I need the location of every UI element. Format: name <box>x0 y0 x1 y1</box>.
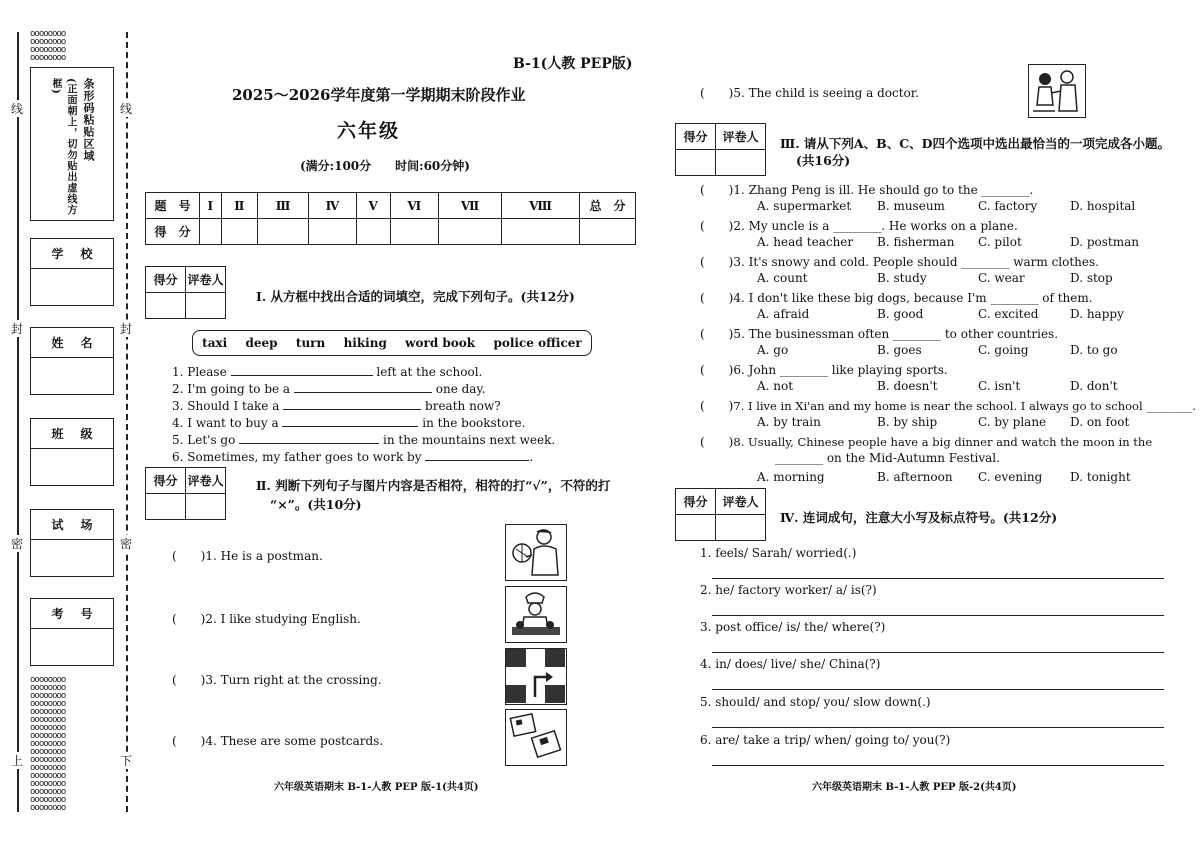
score-cell[interactable] <box>356 219 390 245</box>
answer-paren[interactable]: ( ) <box>172 549 206 563</box>
grader-reviewer-label: 评卷人 <box>186 267 226 293</box>
grader-cell[interactable] <box>716 150 766 176</box>
field-label-char: 班 <box>51 427 64 441</box>
fill-item <box>172 382 485 396</box>
mc-stem: 1. Zhang Peng is ill. He should go to the ________. <box>733 183 1034 197</box>
dot-pattern-bottom: oooooooo oooooooo oooooooo oooooooo oooooooo oooooooo oooooooo oooooooo oooooooo oooooooo oooooooo oooooooo oooooooo oooooooo oooooooo oooooooo oooooooo <box>30 676 66 813</box>
fill-item <box>172 399 501 413</box>
grader-box-4 <box>675 488 766 541</box>
left-mark-line: 线 <box>11 102 24 116</box>
section1-title: Ⅰ. 从方框中找出合适的词填空，完成下列句子。(共12分) <box>256 289 575 304</box>
section4-title: Ⅳ. 连词成句，注意大小写及标点符号。(共12分) <box>780 510 1058 525</box>
grader-cell[interactable] <box>146 293 186 319</box>
judge-item <box>172 547 323 564</box>
answer-blank[interactable] <box>294 382 432 393</box>
crossing-turn-right-icon <box>505 648 567 705</box>
score-cell[interactable] <box>390 219 438 245</box>
judge-item-text: 1. He is a postman. <box>205 549 323 563</box>
cook-in-kitchen-icon <box>505 586 567 643</box>
mc-stem: 8. Usually, Chinese people have a big dinner and watch the moon in the <box>733 435 1153 449</box>
answer-paren[interactable]: ( ) <box>700 86 734 100</box>
field-label-char: 名 <box>80 336 93 350</box>
answer-blank[interactable] <box>283 399 421 410</box>
fill-item <box>172 433 555 447</box>
score-cell[interactable] <box>200 219 222 245</box>
word-bank <box>192 330 592 356</box>
field-class[interactable] <box>30 418 114 486</box>
grader-cell[interactable] <box>676 150 716 176</box>
score-cell[interactable] <box>258 219 309 245</box>
field-label-char: 校 <box>80 247 93 261</box>
answer-paren[interactable]: ( ) <box>700 399 734 413</box>
mc-option[interactable]: C. excited <box>978 307 1039 321</box>
score-col: Ⅷ <box>502 193 580 219</box>
score-col: Ⅵ <box>390 193 438 219</box>
mc-option[interactable]: C. isn't <box>978 379 1021 393</box>
mc-question <box>700 181 1033 198</box>
field-label-char: 考 <box>51 607 64 621</box>
grader-cell[interactable] <box>716 515 766 541</box>
mc-option[interactable]: B. museum <box>877 199 945 213</box>
judge-item <box>172 671 382 688</box>
mc-question <box>700 433 1152 450</box>
mc-stem: 3. It's snowy and cold. People should ________ warm clothes. <box>733 255 1099 269</box>
reorder-item: 3. post office/ is/ the/ where(?) <box>700 620 886 634</box>
mc-stem: 2. My uncle is a ________. He works on a plane. <box>733 219 1018 233</box>
mc-option[interactable]: B. doesn't <box>877 379 938 393</box>
mc-option[interactable]: A. head teacher <box>757 235 854 249</box>
section2-title-line2: “×”。(共10分) <box>270 497 362 512</box>
mc-option[interactable]: C. factory <box>978 199 1038 213</box>
footer-right: 六年级英语期末 B-1-人教 PEP 版-2(共4页) <box>812 782 1017 793</box>
mc-option[interactable]: B. afternoon <box>877 470 953 484</box>
fill-item <box>172 416 525 430</box>
score-row-label: 得 分 <box>146 219 200 245</box>
score-col: Ⅱ <box>221 193 257 219</box>
judge-item-text: 5. The child is seeing a doctor. <box>733 86 920 100</box>
grader-score-label: 得分 <box>676 489 716 515</box>
judge-item <box>172 732 383 749</box>
fill-item-text: breath now? <box>425 399 501 413</box>
word-bank-item: turn <box>295 336 326 350</box>
judge-item-text: 4. These are some postcards. <box>205 734 384 748</box>
answer-paren[interactable]: ( ) <box>700 219 734 233</box>
field-exam-room[interactable] <box>30 509 114 577</box>
mc-option[interactable]: D. stop <box>1070 271 1113 285</box>
mc-stem: 5. The businessman often ________ to other countries. <box>733 327 1059 341</box>
score-col-total: 总 分 <box>580 193 636 219</box>
field-label-char: 级 <box>80 427 93 441</box>
answer-paren[interactable]: ( ) <box>700 183 734 197</box>
mc-option[interactable]: B. good <box>877 307 924 321</box>
mc-option[interactable]: D. tonight <box>1070 470 1131 484</box>
field-exam-number[interactable] <box>30 598 114 666</box>
mc-option[interactable]: C. by plane <box>978 415 1047 429</box>
fill-item-text: 1. Please <box>172 365 227 379</box>
score-col: Ⅴ <box>356 193 390 219</box>
barcode-area <box>30 67 114 221</box>
grader-box-1 <box>145 266 226 319</box>
mc-option[interactable]: C. going <box>978 343 1029 357</box>
judge-item-text: 3. Turn right at the crossing. <box>205 673 382 687</box>
section3-title-line2: (共16分) <box>796 153 851 168</box>
field-label-char: 试 <box>51 518 64 532</box>
answer-blank[interactable] <box>425 450 529 461</box>
answer-blank[interactable] <box>282 416 418 427</box>
barcode-label: 条形码粘贴区域 <box>82 78 95 162</box>
mc-stem: 6. John ________ like playing sports. <box>733 363 948 377</box>
mc-option[interactable]: D. on foot <box>1070 415 1130 429</box>
score-cell[interactable] <box>221 219 257 245</box>
answer-paren[interactable]: ( ) <box>700 255 734 269</box>
fill-item-text: 2. I'm going to be a <box>172 382 291 396</box>
mc-option[interactable]: A. morning <box>757 470 825 484</box>
reorder-item: 6. are/ take a trip/ when/ going to/ you(?) <box>700 733 951 747</box>
grader-score-label: 得分 <box>676 124 716 150</box>
field-label-char: 场 <box>80 518 93 532</box>
mc-question <box>700 289 1093 306</box>
field-label-char: 姓 <box>51 336 64 350</box>
mc-option[interactable]: A. not <box>757 379 794 393</box>
answer-paren[interactable]: ( ) <box>172 734 206 748</box>
score-cell[interactable] <box>502 219 580 245</box>
dot-pattern-top: oooooooo oooooooo oooooooo oooooooo <box>30 30 66 62</box>
grader-score-label: 得分 <box>146 468 186 494</box>
mc-stem: 7. I live in Xi'an and my home is near the school. I always go to school ________. <box>733 399 1196 413</box>
right-mark-line: 线 <box>120 102 133 116</box>
answer-line[interactable] <box>712 615 1164 616</box>
version-tag: B-1(人教 PEP版) <box>513 56 633 72</box>
footer-left: 六年级英语期末 B-1-人教 PEP 版-1(共4页) <box>274 782 479 793</box>
grader-reviewer-label: 评卷人 <box>716 124 766 150</box>
left-mark-up: 上 <box>11 754 24 768</box>
score-col: Ⅶ <box>438 193 501 219</box>
mc-option[interactable]: A. by train <box>757 415 821 429</box>
mc-option[interactable]: A. afraid <box>757 307 810 321</box>
binding-dashed-line <box>126 32 128 812</box>
judge-item <box>700 84 919 101</box>
left-mark-secret: 密 <box>11 537 24 551</box>
exam-meta: (满分:100分 时间:60分钟) <box>300 159 470 173</box>
section3-title-line1: Ⅲ. 请从下列A、B、C、D四个选项中选出最恰当的一项完成各小题。 <box>780 136 1170 151</box>
mc-option[interactable]: B. goes <box>877 343 922 357</box>
boy-holding-ball-icon <box>505 524 567 581</box>
answer-line[interactable] <box>712 689 1164 690</box>
grader-reviewer-label: 评卷人 <box>716 489 766 515</box>
barcode-note: (正面朝上，切勿贴出虚线方框) <box>50 78 76 216</box>
mc-option[interactable]: B. study <box>877 271 927 285</box>
word-bank-item: hiking <box>343 336 387 350</box>
answer-paren[interactable]: ( ) <box>700 363 734 377</box>
grader-cell[interactable] <box>186 494 226 520</box>
grader-cell[interactable] <box>186 293 226 319</box>
grader-box-3 <box>675 123 766 176</box>
grader-cell[interactable] <box>676 515 716 541</box>
answer-paren[interactable]: ( ) <box>700 327 734 341</box>
answer-line[interactable] <box>712 652 1164 653</box>
word-bank-item: word book <box>405 336 476 350</box>
score-cell[interactable] <box>438 219 501 245</box>
mc-option[interactable]: D. happy <box>1070 307 1124 321</box>
grader-reviewer-label: 评卷人 <box>186 468 226 494</box>
fill-item-text: . <box>529 450 534 464</box>
mc-option[interactable]: B. fisherman <box>877 235 955 249</box>
fill-item <box>172 450 533 464</box>
mc-question <box>700 397 1196 414</box>
word-bank-item: police officer <box>493 336 582 350</box>
child-seeing-doctor-icon <box>1028 64 1086 118</box>
answer-line[interactable] <box>712 765 1164 766</box>
answer-blank[interactable] <box>239 433 379 444</box>
right-mark-secret: 密 <box>120 537 133 551</box>
mc-question <box>700 325 1058 342</box>
left-mark-seal: 封 <box>11 322 24 336</box>
answer-blank[interactable] <box>231 365 373 376</box>
score-table <box>145 192 636 245</box>
reorder-item: 5. should/ and stop/ you/ slow down(.) <box>700 695 931 709</box>
postcards-icon <box>505 709 567 766</box>
fill-item-text: 5. Let's go <box>172 433 236 447</box>
fill-item-text: 4. I want to buy a <box>172 416 279 430</box>
score-row-label: 题 号 <box>146 193 200 219</box>
mc-option[interactable]: A. count <box>757 271 808 285</box>
field-label-char: 号 <box>80 607 93 621</box>
mc-option[interactable]: C. evening <box>978 470 1043 484</box>
grader-cell[interactable] <box>146 494 186 520</box>
exam-title: 2025～2026学年度第一学期期末阶段作业 <box>232 86 526 104</box>
grader-box-2 <box>145 467 226 520</box>
judge-item-text: 2. I like studying English. <box>205 612 361 626</box>
reorder-item: 2. he/ factory worker/ a/ is(?) <box>700 583 877 597</box>
answer-paren[interactable]: ( ) <box>172 612 206 626</box>
mc-question <box>700 217 1018 234</box>
mc-option[interactable]: D. hospital <box>1070 199 1136 213</box>
binding-solid-line <box>17 32 19 812</box>
fill-item-text: 3. Should I take a <box>172 399 280 413</box>
score-col: Ⅲ <box>258 193 309 219</box>
fill-item-text: 6. Sometimes, my father goes to work by <box>172 450 422 464</box>
field-label-char: 学 <box>51 247 64 261</box>
section2-title-line1: Ⅱ. 判断下列句子与图片内容是否相符，相符的打“√”，不符的打 <box>256 478 611 493</box>
answer-paren[interactable]: ( ) <box>172 673 206 687</box>
score-col: Ⅳ <box>309 193 357 219</box>
mc-question <box>700 361 948 378</box>
field-school[interactable] <box>30 238 114 306</box>
word-bank-item: deep <box>245 336 278 350</box>
fill-item <box>172 365 482 379</box>
answer-paren[interactable]: ( ) <box>700 291 734 305</box>
fill-item-text: in the mountains next week. <box>383 433 556 447</box>
mc-option[interactable]: D. don't <box>1070 379 1118 393</box>
reorder-item: 1. feels/ Sarah/ worried(.) <box>700 546 857 560</box>
mc-option[interactable]: B. by ship <box>877 415 938 429</box>
right-mark-down: 下 <box>120 754 133 768</box>
answer-line[interactable] <box>712 578 1164 579</box>
mc-option[interactable]: D. to go <box>1070 343 1118 357</box>
fill-item-text: left at the school. <box>376 365 483 379</box>
fill-item-text: in the bookstore. <box>422 416 526 430</box>
mc-option[interactable]: D. postman <box>1070 235 1139 249</box>
score-cell[interactable] <box>309 219 357 245</box>
judge-item <box>172 610 361 627</box>
field-name[interactable] <box>30 327 114 395</box>
grader-score-label: 得分 <box>146 267 186 293</box>
answer-paren[interactable]: ( ) <box>700 435 734 449</box>
mc-question <box>700 253 1099 270</box>
mc-option[interactable]: A. supermarket <box>757 199 852 213</box>
mc-option[interactable]: A. go <box>757 343 789 357</box>
mc-option[interactable]: C. pilot <box>978 235 1022 249</box>
score-col: Ⅰ <box>200 193 222 219</box>
reorder-item: 4. in/ does/ live/ she/ China(?) <box>700 657 881 671</box>
word-bank-item: taxi <box>202 336 228 350</box>
mc-option[interactable]: C. wear <box>978 271 1025 285</box>
answer-line[interactable] <box>712 727 1164 728</box>
mc-stem-continued: ________ on the Mid-Autumn Festival. <box>775 451 1000 465</box>
fill-item-text: one day. <box>435 382 486 396</box>
mc-stem: 4. I don't like these big dogs, because I'm ________ of them. <box>733 291 1093 305</box>
score-cell[interactable] <box>580 219 636 245</box>
right-mark-seal: 封 <box>120 322 133 336</box>
grade-title: 六年级 <box>337 120 401 142</box>
